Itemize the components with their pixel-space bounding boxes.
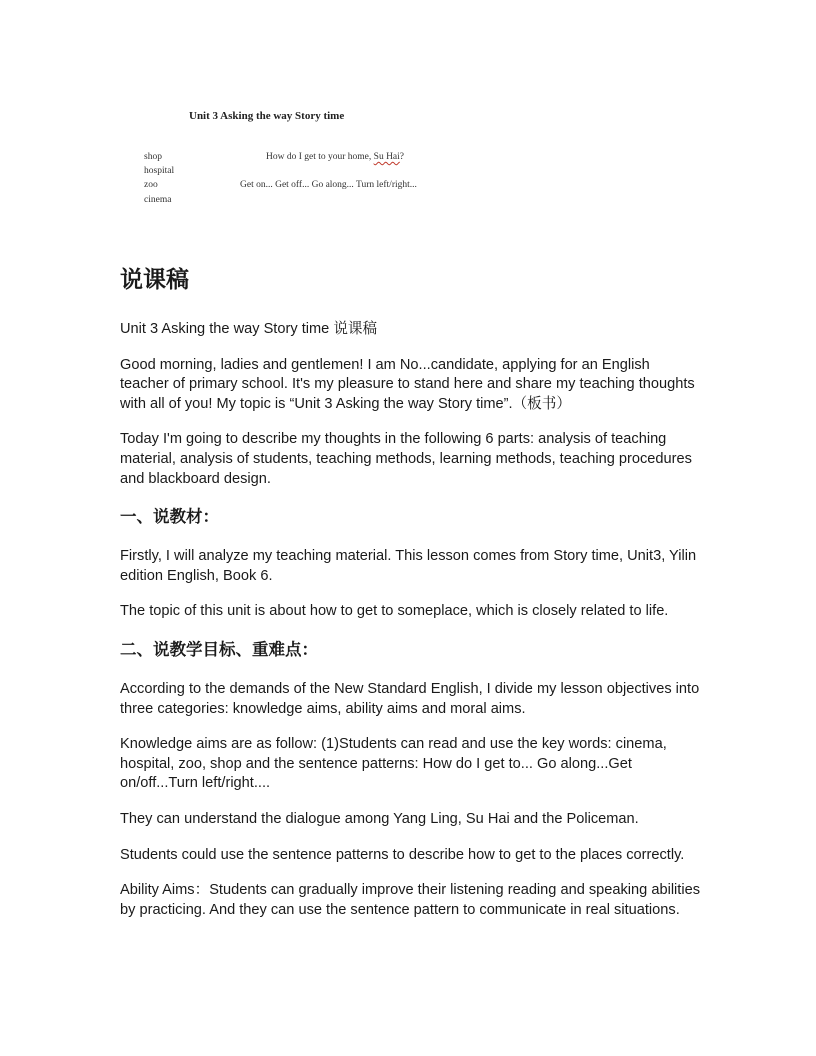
board-word-shop: shop	[144, 152, 162, 162]
paragraph-knowledge-aims: Knowledge aims are as follow: (1)Students can read and use the key words: cinema, hospital, zoo, shop and the sentence patterns: How do I get to... Go along...Get on/off...Turn left/right....	[120, 736, 667, 792]
paragraph-intro-title: Unit 3 Asking the way Story time 说课稿	[120, 321, 378, 337]
blackboard-design-image	[0, 0, 816, 230]
board-sentence-question-main: How do I get to your home,	[266, 152, 374, 162]
paragraph-material: Firstly, I will analyze my teaching material. This lesson comes from Story time, Unit3, Yilin edition English, Book 6.	[120, 548, 697, 584]
document-heading: 说课稿	[120, 267, 189, 293]
section-heading-objectives: 二、说教学目标、重难点：	[120, 639, 318, 659]
paragraph-ability-aims: Ability Aims：Students can gradually improve their listening reading and speaking abilities by practicing. And they can use the sentence pattern to communicate in real situations.	[120, 882, 701, 918]
board-word-zoo: zoo	[144, 180, 158, 190]
board-title: Unit 3 Asking the way Story time	[189, 110, 345, 122]
paragraph-sentence-patterns: Students could use the sentence patterns to describe how to get to the places correctly.	[120, 846, 685, 863]
board-sentence-directions: Get on... Get off... Go along... Turn left/right...	[240, 180, 417, 190]
board-word-hospital: hospital	[144, 166, 175, 176]
board-word-cinema: cinema	[144, 195, 172, 205]
document-body	[120, 262, 700, 936]
board-sentence-question	[266, 152, 404, 162]
board-sentence-question-end: ?	[399, 152, 404, 162]
board-sentence-question-name: Su Hai	[373, 152, 400, 162]
paragraph-outline: Today I'm going to describe my thoughts in the following 6 parts: analysis of teaching material, analysis of students, teaching methods, learning methods, teaching procedures and blackboard design.	[120, 431, 692, 487]
paragraph-objectives: According to the demands of the New Standard English, I divide my lesson objectives into three categories: knowledge aims, ability aims and moral aims.	[120, 680, 700, 717]
section-heading-material: 一、说教材：	[120, 507, 219, 527]
paragraph-dialogue: They can understand the dialogue among Yang Ling, Su Hai and the Policeman.	[120, 810, 639, 827]
paragraph-topic: The topic of this unit is about how to get to someplace, which is closely related to life.	[120, 603, 669, 620]
paragraph-greeting: Good morning, ladies and gentlemen! I am No...candidate, applying for an English teacher of primary school. It's my pleasure to stand here and share my teaching thoughts with all of you! My topic is “Unit 3 Asking the way Story time”.（板书）	[120, 356, 695, 412]
